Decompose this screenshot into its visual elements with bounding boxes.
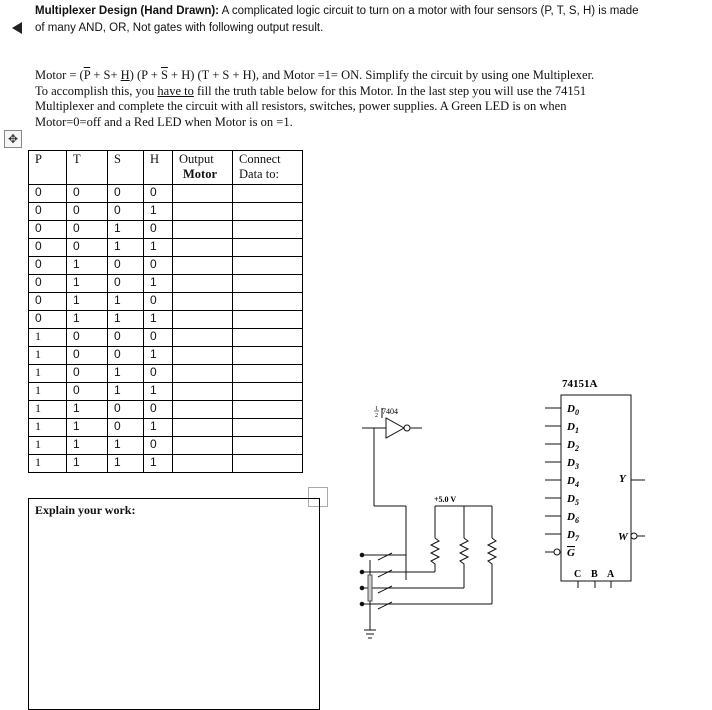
connect-data-cell[interactable]	[233, 329, 303, 347]
table-cell-t: 1	[67, 311, 108, 329]
explain-label: Explain your work:	[35, 503, 136, 517]
eq-part: + H) (T + S + H), and Motor =1= ON. Simplify the circuit by using one Multiplexer.	[167, 68, 595, 82]
d2-sub: 2	[574, 444, 579, 453]
table-cell-t: 1	[67, 257, 108, 275]
output-motor-cell[interactable]	[173, 347, 233, 365]
table-cell-t: 0	[67, 365, 108, 383]
header-line-2: of many AND, OR, Not gates with following output result.	[35, 22, 324, 34]
select-labels	[574, 569, 615, 580]
table-cell-h: 0	[144, 365, 173, 383]
problem-line-3: Multiplexer and complete the circuit with all resistors, switches, power supplies. A Green LED is on when	[35, 99, 567, 113]
table-row	[29, 365, 303, 383]
connect-data-cell[interactable]	[233, 365, 303, 383]
table-cell-p: 1	[29, 401, 67, 419]
table-row	[29, 347, 303, 365]
d6-letter: D	[567, 511, 575, 523]
header-t: T	[67, 151, 108, 185]
d0-sub: 0	[574, 408, 579, 417]
table-row	[29, 257, 303, 275]
table-cell-p: 1	[29, 419, 67, 437]
table-cell-s: 1	[108, 311, 144, 329]
d5-sub: 5	[574, 498, 579, 507]
table-cell-p: 0	[29, 311, 67, 329]
table-cell-s: 0	[108, 401, 144, 419]
table-cell-h: 1	[144, 419, 173, 437]
table-cell-t: 1	[67, 419, 108, 437]
circuit-diagram	[340, 370, 680, 670]
header-s: S	[108, 151, 144, 185]
d1-letter: D	[567, 421, 575, 433]
strobe-label: G	[567, 547, 575, 559]
table-cell-t: 0	[67, 347, 108, 365]
table-cell-h: 1	[144, 347, 173, 365]
table-cell-h: 0	[144, 437, 173, 455]
table-row	[29, 383, 303, 401]
table-cell-h: 1	[144, 455, 173, 473]
table-cell-h: 0	[144, 329, 173, 347]
output-motor-cell[interactable]	[173, 311, 233, 329]
p2b: fill the truth table below for this Motor. In the last step you will use the 74151	[193, 83, 587, 98]
connect-data-cell[interactable]	[233, 311, 303, 329]
table-cell-p: 1	[29, 437, 67, 455]
table-cell-s: 1	[108, 239, 144, 257]
output-motor-cell[interactable]	[173, 257, 233, 275]
table-row	[29, 401, 303, 419]
d3-letter: D	[567, 457, 575, 469]
resistor-2	[460, 538, 468, 568]
output-motor-cell[interactable]	[173, 221, 233, 239]
table-cell-s: 0	[108, 185, 144, 203]
table-cell-p: 0	[29, 275, 67, 293]
table-cell-t: 0	[67, 203, 108, 221]
problem-statement	[35, 68, 594, 130]
connect-data-cell[interactable]	[233, 221, 303, 239]
table-cell-p: 0	[29, 203, 67, 221]
table-cell-t: 0	[67, 383, 108, 401]
table-cell-t: 0	[67, 185, 108, 203]
output-motor-cell[interactable]	[173, 203, 233, 221]
output-motor-cell[interactable]	[173, 365, 233, 383]
table-cell-s: 1	[108, 437, 144, 455]
header-p: P	[29, 151, 67, 185]
table-cell-p: 0	[29, 185, 67, 203]
table-cell-h: 1	[144, 383, 173, 401]
table-row	[29, 203, 303, 221]
d5-letter: D	[567, 493, 575, 505]
table-cell-p: 1	[29, 455, 67, 473]
table-cell-t: 1	[67, 293, 108, 311]
table-cell-s: 1	[108, 365, 144, 383]
d4-sub: 4	[574, 480, 579, 489]
table-move-handle-icon[interactable]: ✥	[4, 130, 22, 148]
problem-line-2	[35, 84, 594, 100]
output-motor-cell[interactable]	[173, 455, 233, 473]
eq-sbar: $\overline{S}$	[160, 68, 168, 82]
table-cell-h: 0	[144, 185, 173, 203]
output-motor-cell[interactable]	[173, 401, 233, 419]
resistor-1	[431, 538, 439, 568]
table-row	[29, 185, 303, 203]
table-cell-s: 0	[108, 203, 144, 221]
table-row	[29, 311, 303, 329]
p2-have: have to	[157, 83, 194, 98]
table-cell-s: 0	[108, 257, 144, 275]
inverter-label: 7404	[382, 407, 398, 416]
table-cell-t: 1	[67, 437, 108, 455]
table-row	[29, 239, 303, 257]
table-cell-s: 0	[108, 347, 144, 365]
table-cell-s: 1	[108, 455, 144, 473]
table-cell-h: 0	[144, 221, 173, 239]
output-motor-cell[interactable]	[173, 239, 233, 257]
d1-sub: 1	[574, 426, 579, 435]
table-cell-s: 0	[108, 419, 144, 437]
table-cell-t: 0	[67, 239, 108, 257]
table-row	[29, 221, 303, 239]
table-cell-t: 0	[67, 221, 108, 239]
equation-line	[35, 68, 594, 84]
d6-sub: 6	[574, 516, 579, 525]
output-y-label: Y	[619, 473, 626, 485]
d3-sub: 3	[574, 462, 579, 471]
connect-data-cell[interactable]	[233, 455, 303, 473]
inverter-frac-num: 1	[375, 406, 378, 412]
table-cell-p: 1	[29, 365, 67, 383]
resistor-3	[488, 538, 496, 568]
connect-data-cell[interactable]	[233, 293, 303, 311]
output-motor-cell[interactable]	[173, 185, 233, 203]
collapse-triangle-icon[interactable]	[12, 22, 22, 34]
table-cell-t: 1	[67, 455, 108, 473]
output-motor-cell[interactable]	[173, 293, 233, 311]
truth-table-body	[29, 185, 303, 473]
data-to-label: Data to:	[239, 167, 279, 181]
output-motor-cell[interactable]	[173, 275, 233, 293]
connect-data-cell[interactable]	[233, 275, 303, 293]
table-cell-h: 0	[144, 293, 173, 311]
table-cell-p: 0	[29, 257, 67, 275]
connect-data-cell[interactable]	[233, 257, 303, 275]
table-row	[29, 419, 303, 437]
chip-name: 74151A	[562, 378, 598, 390]
output-motor-cell[interactable]	[173, 383, 233, 401]
header-line-1	[35, 5, 639, 17]
table-cell-h: 1	[144, 239, 173, 257]
table-row	[29, 437, 303, 455]
output-label: Output	[179, 152, 214, 166]
eq-part: ) (P +	[129, 68, 161, 82]
table-cell-h: 1	[144, 203, 173, 221]
table-cell-p: 1	[29, 383, 67, 401]
table-row	[29, 293, 303, 311]
connect-data-cell[interactable]	[233, 437, 303, 455]
table-cell-t: 1	[67, 401, 108, 419]
eq-part: Motor = (	[35, 68, 84, 82]
switch-bank	[360, 553, 392, 609]
connect-data-cell[interactable]	[233, 347, 303, 365]
d7-sub: 7	[574, 534, 579, 543]
d4-letter: D	[567, 475, 575, 487]
circuit-wiring	[362, 428, 492, 638]
table-cell-h: 1	[144, 275, 173, 293]
eq-pbar: $\overline{P}$	[83, 68, 91, 82]
table-cell-s: 1	[108, 293, 144, 311]
table-cell-t: 1	[67, 275, 108, 293]
header-h: H	[144, 151, 173, 185]
table-row	[29, 329, 303, 347]
table-cell-h: 0	[144, 401, 173, 419]
table-cell-s: 1	[108, 383, 144, 401]
eq-hbar: H	[120, 68, 130, 82]
connect-data-cell[interactable]	[233, 185, 303, 203]
explain-box[interactable]	[28, 498, 320, 710]
truth-table-header	[29, 151, 303, 185]
connect-data-cell[interactable]	[233, 419, 303, 437]
table-row	[29, 455, 303, 473]
table-row	[29, 275, 303, 293]
output-w-label: W	[618, 531, 628, 543]
header-title: Multiplexer Design (Hand Drawn):	[35, 5, 220, 17]
table-cell-p: 0	[29, 221, 67, 239]
mux-74151-chip	[545, 395, 645, 588]
output-motor-cell[interactable]	[173, 329, 233, 347]
connect-data-cell[interactable]	[233, 239, 303, 257]
motor-label: Motor	[183, 167, 218, 181]
table-cell-h: 1	[144, 311, 173, 329]
select-a: A	[607, 569, 615, 580]
d7-letter: D	[567, 529, 575, 541]
connect-data-cell[interactable]	[233, 383, 303, 401]
select-c: C	[574, 569, 582, 580]
output-motor-cell[interactable]	[173, 437, 233, 455]
table-cell-s: 0	[108, 329, 144, 347]
table-cell-p: 1	[29, 347, 67, 365]
table-cell-s: 0	[108, 275, 144, 293]
table-cell-s: 1	[108, 221, 144, 239]
select-b: B	[591, 569, 598, 580]
header-output-motor	[173, 151, 233, 185]
output-motor-cell[interactable]	[173, 419, 233, 437]
header-text-1: A complicated logic circuit to turn on a motor with four sensors (P, T, S, H) is made	[219, 5, 639, 17]
header-connect	[233, 151, 303, 185]
connect-label: Connect	[239, 152, 281, 166]
table-cell-p: 1	[29, 329, 67, 347]
supply-label: +5.0 V	[434, 495, 457, 504]
table-cell-p: 0	[29, 293, 67, 311]
truth-table	[28, 150, 303, 473]
eq-part: + S+	[90, 68, 121, 82]
connect-data-cell[interactable]	[233, 401, 303, 419]
inverter-frac-den: 2	[375, 413, 378, 419]
d2-letter: D	[567, 439, 575, 451]
table-cell-p: 0	[29, 239, 67, 257]
p2a: To accomplish this, you	[35, 83, 158, 98]
connect-data-cell[interactable]	[233, 203, 303, 221]
d0-letter: D	[567, 403, 575, 415]
table-cell-t: 0	[67, 329, 108, 347]
problem-line-4: Motor=0=off and a Red LED when Motor is on =1.	[35, 114, 293, 129]
table-cell-h: 0	[144, 257, 173, 275]
